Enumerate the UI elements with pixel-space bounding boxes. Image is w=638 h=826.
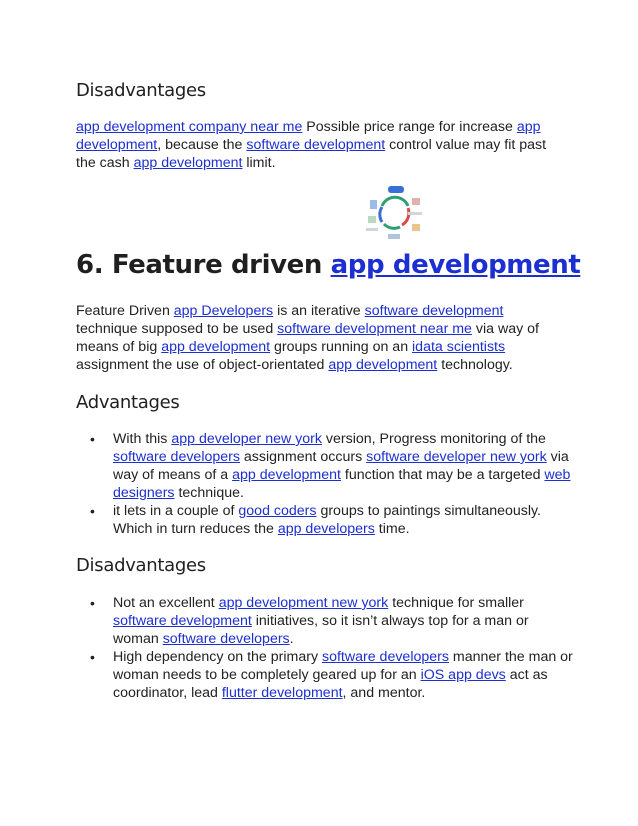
text-link[interactable]: software developers: [162, 631, 290, 647]
text-run: .: [289, 631, 294, 647]
advantages-heading: Advantages: [76, 392, 180, 413]
list-item: [76, 648, 576, 702]
text-run: is an iterative: [273, 303, 365, 319]
text-link[interactable]: app development: [328, 357, 438, 373]
text-link[interactable]: idata scientists: [412, 339, 506, 355]
text-link[interactable]: software development: [113, 613, 252, 629]
text-run: assignment occurs: [239, 449, 367, 465]
text-run: assignment the use of object-orientated: [76, 357, 329, 373]
advantages-list: [76, 430, 576, 538]
disadvantages-heading-1: Disadvantages: [76, 80, 206, 101]
text-link[interactable]: app development: [133, 155, 243, 171]
feature-driven-cycle-diagram: [362, 184, 428, 246]
text-run: groups to paintings simultaneously. Which in turn reduces the: [113, 503, 541, 537]
list-item: [76, 430, 576, 502]
text-run: control value may fit past the cash: [76, 137, 547, 171]
text-run: technique supposed to be used: [76, 321, 278, 337]
text-run: technique.: [174, 485, 244, 501]
text-run: groups running on an: [270, 339, 413, 355]
text-link[interactable]: software developers: [113, 449, 240, 465]
text-run: function that may be a targeted: [340, 467, 545, 483]
bullet-icon: •: [90, 431, 95, 447]
text-run: initiatives, so it isn’t always top for a man or woman: [113, 613, 529, 647]
feature-driven-title: 6. Feature driven app development: [76, 250, 581, 280]
text-link[interactable]: app developer new york: [171, 431, 322, 447]
text-run: technique for smaller: [388, 595, 524, 611]
text-run: manner the man or woman needs to be completely geared up for an: [113, 649, 573, 683]
text-run: it lets in a couple of: [113, 503, 239, 519]
text-link[interactable]: app development company near me: [76, 119, 303, 135]
text-run: time.: [374, 521, 410, 537]
text-run: , and mentor.: [342, 685, 426, 701]
text-link[interactable]: app developers: [277, 521, 375, 537]
text-run: High dependency on the primary: [113, 649, 322, 665]
bullet-icon: •: [90, 503, 95, 519]
text-link[interactable]: app development: [161, 339, 271, 355]
text-link[interactable]: app development: [76, 119, 541, 153]
text-run: act as coordinator, lead: [113, 667, 548, 701]
text-link[interactable]: app development: [232, 467, 341, 483]
text-link[interactable]: software developer new york: [366, 449, 547, 465]
text-link[interactable]: software development: [364, 303, 504, 319]
list-item: [76, 502, 576, 538]
text-link[interactable]: web designers: [113, 467, 571, 501]
text-link[interactable]: good coders: [238, 503, 317, 519]
text-run: , because the: [157, 137, 247, 153]
text-link[interactable]: iOS app devs: [420, 667, 506, 683]
bullet-icon: •: [90, 595, 95, 611]
feature-driven-paragraph: [76, 302, 566, 374]
text-run: With this: [113, 431, 172, 447]
disadvantages-list: [76, 594, 576, 702]
text-link[interactable]: flutter development: [221, 685, 343, 701]
title-link-app-development[interactable]: app development: [330, 250, 581, 280]
text-link[interactable]: software development near me: [277, 321, 472, 337]
text-link[interactable]: app Developers: [173, 303, 274, 319]
text-run: via way of means of big: [76, 321, 539, 355]
text-run: Possible price range for increase: [302, 119, 517, 135]
disadvantages-heading-2: Disadvantages: [76, 555, 206, 576]
text-run: technology.: [437, 357, 513, 373]
list-item: [76, 594, 576, 648]
text-link[interactable]: software developers: [322, 649, 449, 665]
text-run: Feature Driven: [76, 303, 174, 319]
text-link[interactable]: software development: [246, 137, 386, 153]
bullet-icon: •: [90, 649, 95, 665]
text-link[interactable]: app development new york: [218, 595, 389, 611]
text-run: via way of means of a: [113, 449, 569, 483]
disadvantages-paragraph: [76, 118, 566, 172]
text-run: version, Progress monitoring of the: [321, 431, 546, 447]
text-run: limit.: [242, 155, 276, 171]
text-run: Not an excellent: [113, 595, 219, 611]
